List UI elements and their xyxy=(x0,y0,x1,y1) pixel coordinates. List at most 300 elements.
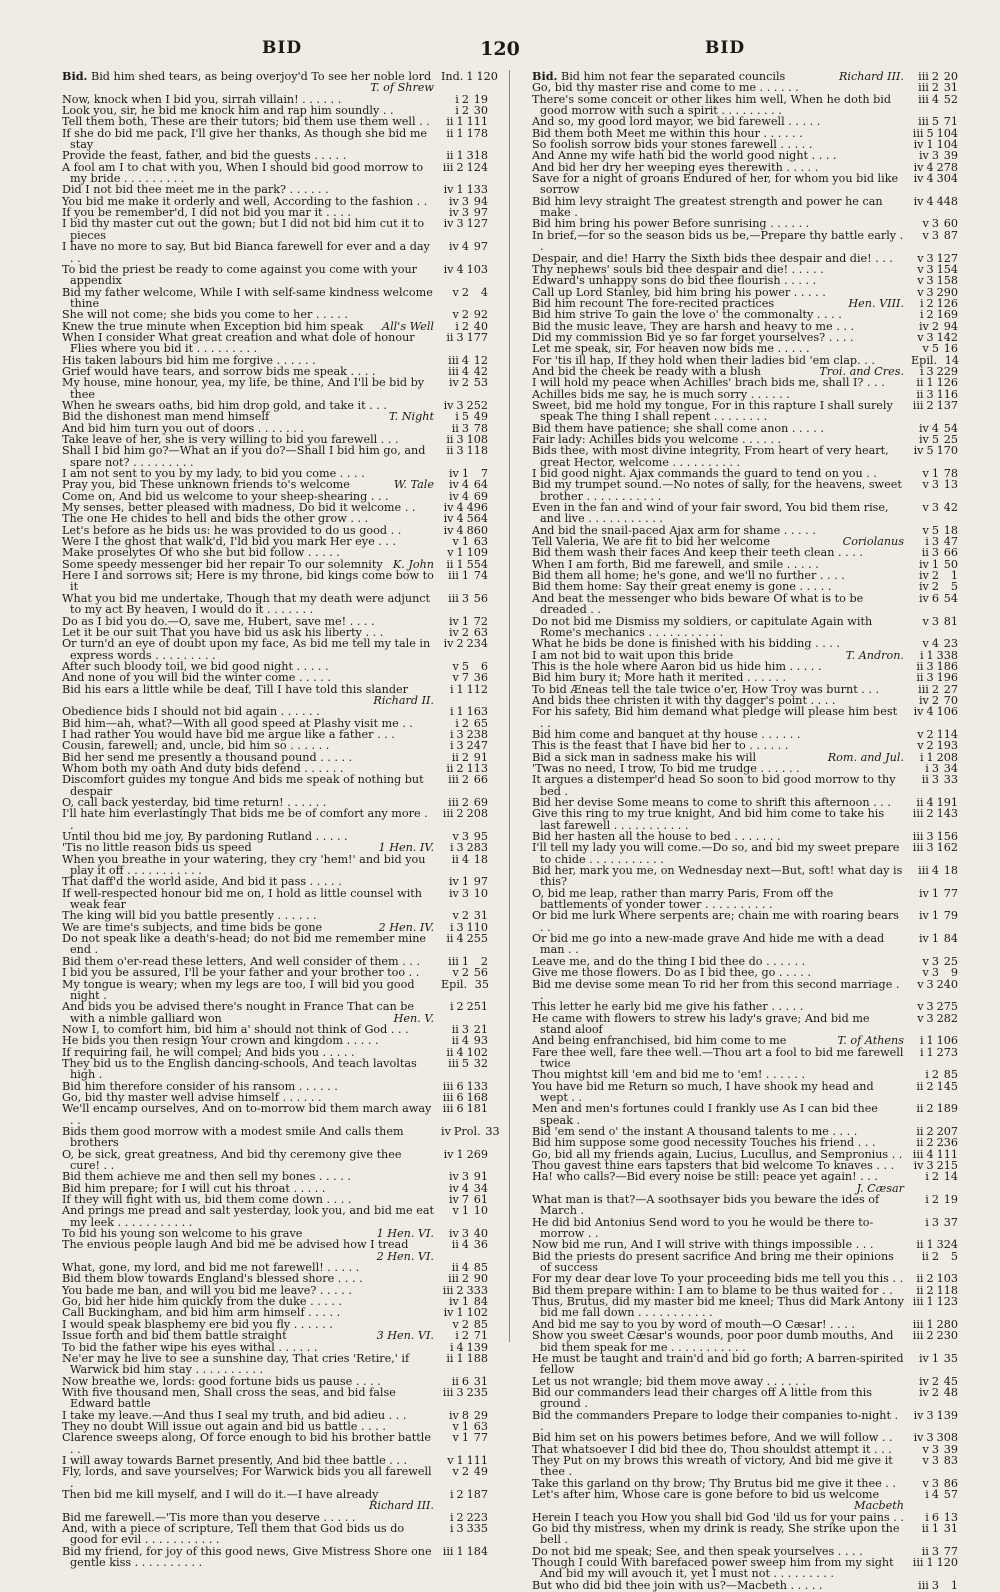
concordance-entry xyxy=(62,1001,488,1024)
quotation: And bids you be advised there's nought in France That can be with a nimble galliard won xyxy=(62,1000,415,1025)
act-number: i xyxy=(919,750,924,764)
quotation: Issue forth and bid them battle straight xyxy=(62,1329,287,1343)
reference xyxy=(908,1580,958,1591)
scene-number: 3 xyxy=(461,206,469,220)
scene-number: 2 xyxy=(456,761,464,775)
quotation: Bid him shed tears, as being overjoy'd To see her noble lord xyxy=(91,70,432,83)
concordance-entry xyxy=(62,1387,488,1410)
reference xyxy=(908,1296,958,1307)
scene-number: 4 xyxy=(461,1034,469,1048)
scene-number: 2 xyxy=(931,1385,939,1399)
act-number: i xyxy=(449,920,454,934)
concordance-entry xyxy=(62,1353,488,1376)
act-number: v xyxy=(922,228,929,242)
scene-number: 1 xyxy=(456,115,464,129)
concordance-entry xyxy=(62,808,488,831)
scene-number: 1 xyxy=(461,1295,469,1309)
quotation: And, with a piece of scripture, Tell them that God bids us do good for evil . . . . . . . . . . . xyxy=(62,1522,405,1547)
line-number: 45 xyxy=(943,1374,958,1388)
act-number: iii xyxy=(442,1102,454,1116)
quotation-text xyxy=(62,287,438,310)
play-title: Macbeth xyxy=(854,1499,904,1513)
quotation: O, bid me leap, rather than marry Paris, From off the battlements of yonder tower . . . . . . . . . . xyxy=(532,886,834,912)
line-number: 37 xyxy=(943,1215,958,1229)
line-number: 123 xyxy=(936,1295,958,1309)
scene-number: 3 xyxy=(456,841,464,855)
quotation: Bid her, mark you me, on Wednesday next—But, soft! what day is this? xyxy=(532,864,903,889)
quotation: Did I not bid thee meet me in the park? . . . . . . xyxy=(62,183,329,197)
play-title: Hen. VIII. xyxy=(848,296,904,310)
scene-number: 4 xyxy=(931,864,939,878)
quotation: Bid him suppose some good necessity Touches his friend . . . xyxy=(532,1136,876,1150)
scene-number: 3 xyxy=(926,830,934,844)
line-number: 40 xyxy=(473,319,488,333)
scene-number: 1 xyxy=(456,1147,464,1161)
scene-number: 1 xyxy=(461,1431,469,1445)
headword: Bid. xyxy=(62,69,88,83)
line-number: 49 xyxy=(473,410,488,424)
quotation: He did bid Antonius Send word to you he would be there to-morrow . . xyxy=(532,1215,874,1241)
quotation: Bid a sick man in sadness make his will xyxy=(532,750,757,764)
quotation-text xyxy=(62,1489,438,1512)
line-number: 103 xyxy=(466,262,488,276)
line-number: 177 xyxy=(466,330,488,344)
act-number: ii xyxy=(916,671,924,685)
reference xyxy=(908,479,958,490)
act-number: iv xyxy=(443,637,454,651)
line-number: 5 xyxy=(950,1249,958,1263)
scene-number: 3 xyxy=(931,478,939,492)
scene-number: 3 xyxy=(456,727,464,741)
scene-number: 4 xyxy=(461,489,469,503)
quotation: His taken labours bid him me forgive . . . . . . xyxy=(62,353,316,367)
act-number: iii xyxy=(912,1329,924,1343)
quotation: Go bid thy mistress, when my drink is ready, She strike upon the bell . xyxy=(532,1522,900,1547)
act-number: iv xyxy=(913,705,924,719)
act-number: v xyxy=(452,830,459,844)
line-number: 18 xyxy=(943,864,958,878)
act-number: iii xyxy=(918,81,929,95)
scene-number: 5 xyxy=(931,342,939,356)
concordance-entry xyxy=(532,1194,958,1217)
line-number: 113 xyxy=(466,761,488,775)
concordance-entry xyxy=(532,1387,958,1410)
quotation: Give this ring to my true knight, And bid him come to take his last farewell . . . . . . . . . . . xyxy=(532,807,885,832)
quotation: If you be remember'd, I did not bid you mar it . . . . xyxy=(62,206,351,220)
concordance-entry xyxy=(532,933,958,956)
concordance-entry xyxy=(62,69,498,95)
quotation-text xyxy=(62,71,438,94)
quotation: And so, my good lord mayor, we bid farewell . . . . . xyxy=(532,115,821,129)
reference xyxy=(438,1124,500,1138)
act-number: iii xyxy=(912,830,924,844)
reference xyxy=(438,638,488,649)
line-number: 106 xyxy=(936,705,958,719)
scene-number: 4 xyxy=(456,523,464,537)
act-number: iv xyxy=(443,512,454,526)
reference xyxy=(908,1432,958,1443)
scene-number: 1 xyxy=(926,138,934,152)
scene-number: 4 xyxy=(931,421,939,435)
quotation: To bid his young son welcome to his grave xyxy=(62,1227,303,1241)
line-number: 124 xyxy=(466,160,488,174)
concordance-entry xyxy=(62,638,488,661)
quotation: What, gone, my lord, and bid me not farewell! . . . . . xyxy=(62,1261,360,1275)
line-number: 18 xyxy=(473,852,488,866)
scene-number: 1 xyxy=(931,1351,939,1365)
scene-number: 1 xyxy=(461,535,469,549)
quotation: I will hold my peace when Achilles' brach bids me, shall I? . . . xyxy=(532,376,885,390)
quotation: And beat the messenger who bids beware Of what is to be dreaded . . xyxy=(532,591,864,617)
line-number: 120 xyxy=(936,1556,958,1570)
act-number: ii xyxy=(916,1136,924,1150)
reference xyxy=(438,309,488,320)
play-title: 2 Hen. IV. xyxy=(378,920,434,934)
line-number: 191 xyxy=(936,796,958,809)
line-number: 186 xyxy=(936,659,958,673)
scene-number: 3 xyxy=(926,251,934,265)
quotation: And being enfranchised, bid him come to me xyxy=(532,1034,787,1048)
quotation: Some speedy messenger bid her repair To our solemnity xyxy=(62,557,383,571)
line-number: 94 xyxy=(943,319,958,333)
line-number: 114 xyxy=(936,727,958,741)
scene-number: 2 xyxy=(456,1510,464,1524)
act-number: v xyxy=(917,1011,924,1025)
reference xyxy=(438,162,488,173)
act-number: i xyxy=(455,1329,459,1343)
quotation: In brief,—for so the season bids us be,—Prepare thy battle early . . xyxy=(532,228,904,254)
line-number: 50 xyxy=(943,557,958,571)
act-number: ii xyxy=(921,1249,929,1263)
scene-number: 3 xyxy=(931,954,939,968)
act-number: iii xyxy=(912,1317,924,1331)
quotation: And Anne my wife hath bid the world good night . . . . xyxy=(532,149,837,163)
quotation-text xyxy=(532,979,908,1002)
act-number: ii xyxy=(451,1022,459,1036)
reference xyxy=(438,672,488,683)
act-number: iv xyxy=(448,875,459,889)
play-title: Richard II. xyxy=(373,693,434,707)
scene-number: 3 xyxy=(931,966,939,980)
quotation-text xyxy=(532,616,908,639)
scene-number: 6 xyxy=(456,1090,464,1104)
line-number: 12 xyxy=(473,353,488,367)
concordance-entry xyxy=(532,774,958,797)
reference xyxy=(908,808,958,819)
act-number: i xyxy=(925,1193,929,1207)
line-number: 9 xyxy=(950,966,958,980)
quotation: If they will fight with us, bid them come down . . . . xyxy=(62,1193,352,1207)
line-number: 127 xyxy=(466,217,488,231)
quotation: Tell Valeria, We are fit to bid her welcome xyxy=(532,535,771,549)
act-number: ii xyxy=(916,1079,924,1093)
scene-number: 1 xyxy=(456,1306,464,1320)
quotation: Do not bid me speak; See, and then speak yourselves . . . . xyxy=(532,1544,863,1558)
act-number: v xyxy=(452,535,459,549)
scene-number: 2 xyxy=(461,773,469,787)
line-number: 21 xyxy=(473,1022,488,1036)
act-number: v xyxy=(452,1204,459,1218)
line-number: 324 xyxy=(936,1238,958,1252)
line-number: 120 xyxy=(476,70,498,83)
quotation: My senses, better pleased with madness, Do bid it welcome . . xyxy=(62,501,416,515)
reference xyxy=(438,1523,488,1534)
act-number: i xyxy=(919,308,924,322)
line-number: 91 xyxy=(473,750,488,764)
scene-number: 2 xyxy=(931,1068,939,1082)
act-number: ii xyxy=(451,1374,459,1388)
scene-number: 5 xyxy=(931,115,939,129)
act-number: iv xyxy=(918,580,929,594)
act-number: ii xyxy=(921,546,929,560)
quotation-text xyxy=(532,1330,908,1353)
reference xyxy=(438,1330,488,1341)
quotation: This letter he early bid me give his father . . . . . xyxy=(532,1000,804,1014)
line-number: 69 xyxy=(473,489,488,503)
line-number: 25 xyxy=(943,433,958,446)
quotation: You bade me ban, and will you bid me leave? . . . . . xyxy=(62,1283,352,1297)
scene-number: 2 xyxy=(926,1102,934,1116)
line-number: 1 xyxy=(950,1578,958,1592)
quotation: I'll tell my lady you will come.—Do so, and bid my sweet prepare to chide . . . . . . . . . . . xyxy=(532,841,900,866)
scene-number: 1 xyxy=(931,1522,939,1535)
line-number: 97 xyxy=(473,206,488,220)
scene-number: 3 xyxy=(926,659,934,673)
scene-number: 1 xyxy=(456,149,464,163)
line-number: 139 xyxy=(466,1340,488,1354)
scene-number: 3 xyxy=(926,1011,934,1025)
scene-number: 3 xyxy=(456,444,464,458)
quotation: Bid me devise some mean To rid her from this second marriage . . xyxy=(532,977,900,1002)
play-title: All's Well xyxy=(382,319,434,333)
reference xyxy=(908,1330,958,1341)
line-number: 49 xyxy=(473,1465,488,1479)
quotation: Look you, sir, he bid me knock him and rap him soundly . . xyxy=(62,104,394,118)
reference xyxy=(908,672,958,683)
quotation: For 'tis ill hap, If they hold when their ladies bid 'em clap. . . xyxy=(532,353,875,367)
quotation: There's some conceit or other likes him well, When he doth bid good morrow with such a spirit . . . . . . . . . xyxy=(532,92,892,118)
scene-number: 3 xyxy=(456,739,464,753)
scene-number: 1 xyxy=(456,1351,464,1365)
line-number: 42 xyxy=(943,501,958,515)
quotation: Let us not wrangle; bid them move away . . . . . . xyxy=(532,1374,806,1388)
quotation: Bid my father welcome, While I with self-same kindness welcome thine xyxy=(62,285,433,310)
reference xyxy=(438,1035,488,1046)
line-number: 187 xyxy=(466,1487,488,1501)
quotation: When he swears oaths, bid him drop gold, and take it . . . xyxy=(62,398,387,412)
scene-number: 1 xyxy=(456,126,464,140)
scene-number: 2 xyxy=(461,1465,469,1479)
line-number: 14 xyxy=(943,1170,958,1184)
reference xyxy=(908,1251,958,1262)
scene-number: 1 xyxy=(461,1419,469,1433)
scene-number: 1 xyxy=(926,1295,934,1309)
line-number: 86 xyxy=(943,1476,958,1490)
act-number: iii xyxy=(448,591,459,605)
line-number: 184 xyxy=(466,1544,488,1558)
line-number: 240 xyxy=(936,977,958,991)
scene-number: 1 xyxy=(456,1544,464,1558)
act-number: i xyxy=(455,92,459,106)
scene-number: 3 xyxy=(926,1408,934,1422)
line-number: 145 xyxy=(936,1079,958,1093)
line-number: 163 xyxy=(466,705,488,719)
scene-number: 5 xyxy=(931,433,939,446)
quotation: When I consider What great creation and what dole of honour Flies where you bid it . . . . . . . . . xyxy=(62,330,415,356)
reference xyxy=(908,1353,958,1364)
act-number: ii xyxy=(921,1522,929,1535)
scene-number: 2 xyxy=(926,1136,934,1150)
concordance-entry xyxy=(62,332,488,355)
quotation: Bid him—ah, what?—With all good speed at Plashy visit me . . xyxy=(62,716,413,730)
scene-number: 3 xyxy=(461,1022,469,1036)
line-number: 273 xyxy=(936,1045,958,1059)
quotation: Bid my friend, for joy of this good news, Give Mistress Shore one gentle kiss . . . . . . . . . . xyxy=(62,1544,432,1570)
scene-number: 4 xyxy=(461,364,469,378)
act-number: iii xyxy=(448,796,459,809)
quotation: Bid our commanders lead their charges off A little from this ground . xyxy=(532,1385,873,1411)
act-number: v xyxy=(452,1317,459,1331)
quotation: I would speak blasphemy ere bid you fly . . . . . . xyxy=(62,1317,333,1331)
act-number: v xyxy=(452,966,459,980)
line-number: 238 xyxy=(466,727,488,741)
reference xyxy=(908,1035,958,1046)
quotation: Bid them achieve me and then sell my bones . . . . . xyxy=(62,1170,351,1184)
reference xyxy=(438,218,488,229)
quotation: Bid the dishonest man mend himself xyxy=(62,410,270,424)
act-number: v xyxy=(922,501,929,515)
quotation: O, be sick, great greatness, And bid thy ceremony give thee cure! . . xyxy=(62,1147,402,1172)
concordance-entry xyxy=(532,230,958,253)
reference xyxy=(438,287,488,298)
act-number: iii xyxy=(912,1295,924,1309)
scene-number: 4 xyxy=(926,194,934,208)
scene-number: 4 xyxy=(461,1238,469,1252)
line-number: 79 xyxy=(943,909,958,923)
line-number: 33 xyxy=(943,773,958,787)
reference xyxy=(438,1432,488,1443)
quotation: Bid her send me presently a thousand pound . . . . . xyxy=(62,750,353,764)
scene-number: 2 xyxy=(931,1374,939,1388)
scene-number: 4 xyxy=(461,240,469,254)
quotation-text xyxy=(62,1523,438,1546)
line-number: 269 xyxy=(466,1147,488,1161)
quotation: Knew the true minute when Exception bid him speak xyxy=(62,319,364,333)
line-number: 33 xyxy=(485,1124,500,1138)
scene-number: 1 xyxy=(931,886,939,900)
scene-number: 2 xyxy=(461,104,469,118)
quotation: Bid his ears a little while be deaf, Till I have told this slander xyxy=(62,682,408,696)
scene-number: 3 xyxy=(931,773,939,787)
quotation: Thy nephews' souls bid thee despair and die! . . . . . xyxy=(532,262,824,276)
line-number: 57 xyxy=(943,1487,958,1501)
quotation: For his safety, Bid him demand what pledge will please him best . . xyxy=(532,705,898,730)
act-number: i xyxy=(925,535,929,549)
scene-number: 1 xyxy=(461,875,469,889)
act-number: iv xyxy=(441,1124,451,1138)
line-number: 16 xyxy=(943,342,958,356)
concordance-entry xyxy=(532,910,958,933)
quotation-text xyxy=(532,593,908,616)
quotation: I had rather You would have bid me argue like a father . . . xyxy=(62,727,395,741)
reference xyxy=(438,593,488,604)
line-number: 207 xyxy=(936,1124,958,1138)
reference xyxy=(438,854,488,865)
act-number: i xyxy=(449,705,454,719)
scene-number: 3 xyxy=(931,1215,939,1229)
line-number: 36 xyxy=(473,671,488,685)
line-number: 338 xyxy=(936,648,958,662)
act-number: iii xyxy=(442,1283,454,1297)
reference xyxy=(908,1103,958,1114)
quotation: Thus, Brutus, did my master bid me kneel; Thus did Mark Antony bid me fall down . . . . . . . . . . . xyxy=(532,1295,904,1320)
concordance-entry xyxy=(532,1523,958,1546)
scene-number: 4 xyxy=(931,1487,939,1501)
quotation-text xyxy=(532,1171,908,1194)
quotation: You have bid me Return so much, I have shook my head and wept . . xyxy=(532,1079,874,1104)
scene-number: 2 xyxy=(926,1329,934,1343)
scene-number: 2 xyxy=(461,92,469,106)
scene-number: 6 xyxy=(931,1510,939,1524)
play-title: 2 Hen. VI. xyxy=(376,1249,434,1263)
quotation: Bid him strive To gain the love o' the commonalty . . . . xyxy=(532,308,842,322)
act-number: ii xyxy=(451,852,459,866)
line-number: 52 xyxy=(943,92,958,106)
quotation: Thou gavest thine ears tapsters that bid welcome To knaves . . . xyxy=(532,1159,895,1172)
quotation: Ne'er may he live to see a sunshine day, That cries 'Retire,' if Warwick bid him stay . . . . . . . . . . xyxy=(62,1351,410,1377)
scene-number: 2 xyxy=(931,1170,939,1184)
quotation: He bids you then resign Your crown and kingdom . . . . . xyxy=(62,1034,379,1048)
reference xyxy=(908,343,958,354)
concordance-entry xyxy=(62,241,488,264)
line-number: 143 xyxy=(936,807,958,821)
line-number: 35 xyxy=(474,977,490,991)
act-number: v xyxy=(922,342,929,356)
quotation: That daff'd the world aside, And bid it pass . . . . . xyxy=(62,875,342,889)
concordance-entry xyxy=(532,888,958,911)
concordance-entry xyxy=(532,1103,958,1126)
line-number: 70 xyxy=(943,693,958,707)
line-number: 81 xyxy=(943,614,958,628)
quotation-text xyxy=(532,1251,908,1274)
reference xyxy=(908,1455,958,1466)
scene-number: 3 xyxy=(926,977,934,991)
act-number: ii xyxy=(451,1034,459,1048)
scene-number: 2 xyxy=(456,1000,464,1014)
quotation: Did my commission Bid ye so far forget yourselves? . . . . xyxy=(532,330,854,344)
line-number: 2 xyxy=(480,954,488,968)
line-number: 235 xyxy=(466,1385,488,1399)
scene-number: 1 xyxy=(456,1453,464,1467)
scene-number: 3 xyxy=(461,591,469,605)
line-number: 27 xyxy=(943,682,958,696)
line-number: 108 xyxy=(466,433,488,446)
line-number: 61 xyxy=(473,1193,488,1207)
line-number: 87 xyxy=(943,228,958,242)
play-title: T. of Athens xyxy=(837,1034,904,1048)
act-number: v xyxy=(452,671,459,685)
play-title: T. of Shrew xyxy=(370,81,434,95)
reference xyxy=(438,1001,488,1012)
scene-number: 2 xyxy=(926,739,934,753)
quotation: Or turn'd an eye of doubt upon my face, As bid me tell my tale in express words . . . . . . . . . xyxy=(62,637,431,662)
quotation: I bid you be assured, I'll be your father and your brother too . . xyxy=(62,966,420,980)
act-number: v xyxy=(917,727,924,741)
act-number: i xyxy=(449,1340,454,1354)
act-number: iv xyxy=(918,591,929,605)
act-number: iv xyxy=(443,523,454,537)
concordance-entry xyxy=(532,1251,958,1274)
